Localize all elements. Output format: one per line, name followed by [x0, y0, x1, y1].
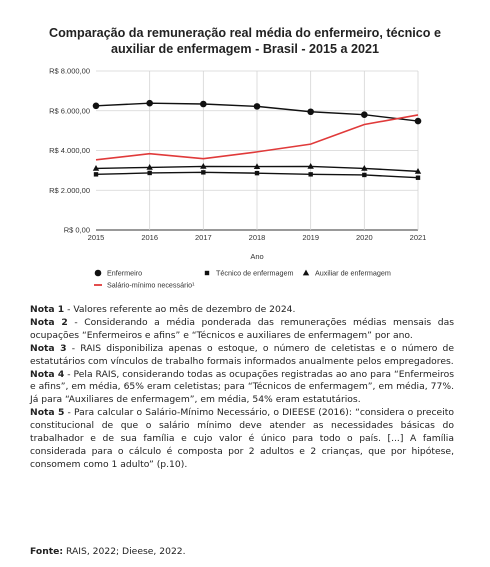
legend-swatch — [303, 270, 309, 276]
legend-label: Enfermeiro — [107, 268, 143, 278]
data-point — [307, 108, 314, 115]
x-tick-label: 2019 — [302, 233, 320, 242]
note-3 — [30, 343, 454, 369]
data-point — [361, 111, 368, 118]
x-axis-label: Ano — [250, 252, 264, 261]
note-label: Nota 4 — [30, 368, 65, 380]
chart-title-line-1: Comparação da remuneração real média do enfermeiro, técnico e — [49, 26, 441, 40]
note-5 — [30, 407, 454, 472]
x-tick-label: 2020 — [355, 233, 373, 242]
data-point — [254, 103, 261, 110]
legend-label: Auxiliar de enfermagem — [315, 268, 391, 278]
note-text: - Considerando a média ponderada das remunerações médias mensais das ocupações “Enfermeiros e afins” e “Técnicos e auxiliares de enfermagem” por ano. — [30, 316, 455, 341]
y-tick-label: R$ 2.000,00 — [49, 185, 90, 195]
legend — [94, 269, 391, 290]
chart-title-line-2: auxiliar de enfermagem - Brasil - 2015 a 2021 — [110, 42, 380, 56]
note-text: - RAIS disponibiliza apenas o estoque, o número de celetistas e o número de estatutários com vínculos de trabalho formais informados anualmente pelos empregadores. — [30, 342, 455, 367]
legend-item — [94, 281, 195, 290]
legend-swatch — [205, 271, 209, 275]
y-tick-label: R$ 4.000,00 — [49, 146, 90, 155]
note-1 — [30, 304, 454, 317]
note-2 — [30, 317, 454, 343]
legend-swatch — [95, 270, 102, 277]
data-point — [416, 176, 420, 180]
legend-label: Técnico de enfermagem — [216, 268, 294, 278]
x-tick-label: 2016 — [141, 233, 159, 242]
data-point — [362, 173, 366, 177]
data-point — [93, 102, 100, 109]
y-tick-label: R$ 0,00 — [63, 225, 90, 235]
note-text: - Pela RAIS, considerando todas as ocupações registradas ao ano para “Enfermeiros e afins”, em média, 65% eram celetistas; para “Técnicos de enfermagem”, em média, 77%. Já para “Auxiliares de enfermagem”, em média, 54% eram estatutários. — [30, 368, 454, 406]
legend-item — [303, 269, 391, 278]
x-tick-label: 2017 — [194, 233, 212, 242]
source-line — [30, 546, 186, 557]
data-point — [200, 101, 207, 108]
note-label: Nota 1 — [30, 304, 65, 315]
y-tick-label: R$ 8.000,00 — [49, 66, 90, 76]
data-point — [255, 171, 259, 175]
x-tick-label: 2021 — [409, 233, 427, 242]
legend-label: Salário-mínimo necessário¹ — [107, 280, 195, 290]
legend-item — [95, 269, 142, 278]
data-point — [201, 170, 205, 174]
legend-item — [205, 269, 294, 278]
notes-section — [30, 304, 454, 472]
x-tick-label: 2015 — [87, 233, 105, 242]
source-text: RAIS, 2022; Dieese, 2022. — [63, 546, 186, 557]
source-label: Fonte: — [30, 546, 64, 557]
note-label: Nota 5 — [30, 407, 65, 419]
note-text: - Valores referente ao mês de dezembro de 2024. — [64, 304, 296, 315]
data-point — [94, 172, 98, 176]
data-point — [146, 100, 153, 107]
data-point — [308, 172, 312, 176]
x-tick-label: 2018 — [248, 233, 266, 242]
y-tick-label: R$ 6.000,00 — [49, 106, 90, 116]
y-axis-ticks — [49, 67, 90, 235]
data-point — [415, 118, 422, 125]
note-label: Nota 2 — [30, 316, 68, 328]
x-axis-ticks — [88, 233, 427, 242]
note-text: - Para calcular o Salário-Mínimo Necessário, o DIEESE (2016): “considera o preceito constitucional de que o salário mínimo deve atender as necessidades básicas do trabalhador e de sua família e cujo valor é único para todo o país. [...] A família considerada para o cálculo é composta por 2 adultos e 2 crianças, que por hipótese, consomem como 1 adulto” (p.10). — [30, 407, 454, 470]
grid-lines — [96, 71, 418, 230]
data-point — [147, 171, 151, 175]
note-4 — [30, 369, 454, 408]
note-label: Nota 3 — [30, 342, 67, 354]
